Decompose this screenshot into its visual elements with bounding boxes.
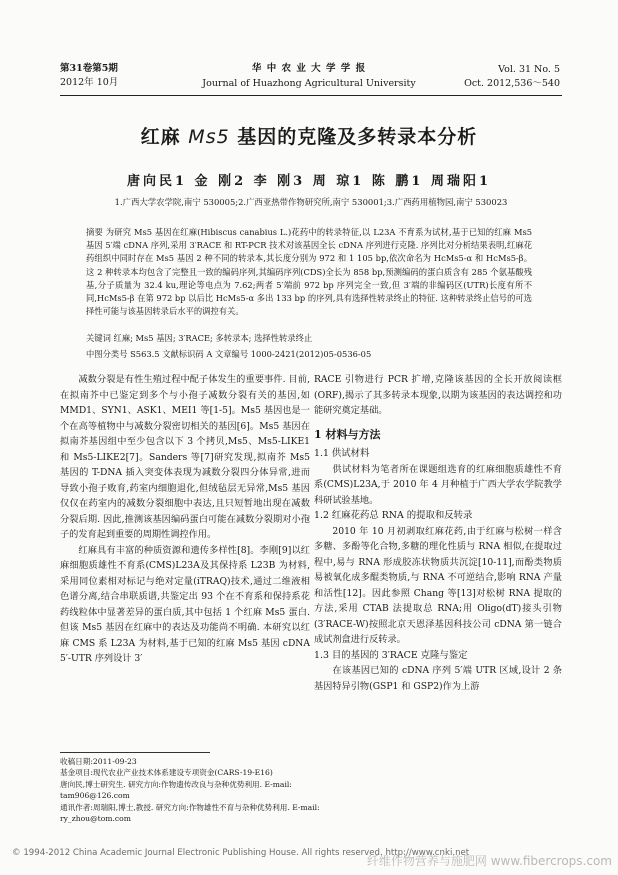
volume-issue-cn: 第31卷第5期 (60, 63, 118, 74)
affiliations: 1.广西大学农学院,南宁 530005;2.广西亚热带作物研究所,南宁 530001;3.广西药用植物园,南宁 530023 (114, 197, 508, 207)
author-list: 唐向民1 金 刚2 李 刚3 周 琼1 陈 鹏1 周瑞阳1 (126, 174, 491, 189)
intro-paragraph-1: 减数分裂是有性生殖过程中配子体发生的重要事件. 目前,在拟南芥中已鉴定到多个与小孢子减数分裂有关的基因,如 MMD1、SYN1、ASK1、MEI1 等[1-5]。Ms5 基因也是一个在高等植物中与减数分裂密切相关的基因[6]。Ms5 基因在拟南芥基因组中至少包含以下 3 个拷贝,Ms5、Ms5-LIKE1 和 Ms5-LIKE2[7]。Sanders 等[7]研究发现,拟南芥 Ms5 基因的 T-DNA 插入突变体表现为减数分裂四分体异常,进而导致小孢子败育,药室内细胞退化,但绒毡层无异常,Ms5 基因仅仅在药室内的减数分裂细胞中表达,且只短暂地出现在减数分裂后期. 因此,推测该基因编码蛋白可能在减数分裂期对小孢子的发育起到重要的周期性调控作用。 (60, 374, 310, 540)
footnote-fund: 基金项目:现代农业产业技术体系建设专项资金(CARS-19-E16) (60, 768, 273, 778)
footnote-corresponding: 通讯作者:周瑞阳,博士,教授. 研究方向:作物雄性不育与杂种优势利用. E-mail: ry_zhou@tom.com (60, 802, 320, 824)
keywords: 关键词 红麻; Ms5 基因; 3′RACE; 多转录本; 选择性转录终止 (86, 333, 313, 343)
title-prefix: 红麻 (140, 126, 189, 148)
copyright-line: © 1994-2012 China Academic Journal Electronic Publishing House. All rights reserved. http://www.cnki.net (12, 848, 470, 858)
footnote-rule (60, 752, 210, 753)
title-suffix: 基因的克隆及多转录本分析 (229, 126, 478, 148)
title-gene: Ms5 (188, 126, 230, 148)
header-rule (60, 95, 562, 96)
journal-name-en: Journal of Huazhong Agricultural University (202, 78, 416, 89)
intro-paragraph-2: 红麻具有丰富的种质资源和遗传多样性[8]。李刚[9]以红麻细胞质雄性不育系(CMS)L23A及其保持系 L23B 为材料,采用同位素相对标记与绝对定量(iTRAQ)技术,通过二维液相色谱分离,结合串联质谱,共鉴定出 93 个在不育系和保持系花药线粒体中显著差异的蛋白质,其中包括 1 个红麻 Ms5 蛋白. 但该 Ms5 基因在红麻中的表达及功能尚不明确. 本研究以红麻 CMS 系 L23A 为材料,基于已知的红麻 Ms5 基因 cDNA 5′-UTR 序列设计 3′ (60, 544, 310, 664)
right-column (314, 372, 562, 694)
footnote-received: 收稿日期:2011-09-23 (60, 757, 137, 766)
rna-extraction-paragraph: 2010 年 10 月初剥取红麻花药,由于红麻与松树一样含多糖、多酚等化合物,多糖的理化性质与 RNA 相似,在提取过程中,易与 RNA 形成胶冻状物质共沉淀[10-11],而酚类物质易被氧化成多醌类物质,与 RNA 不可逆结合,影响 RNA 产量和活性[12]。因此参照 Chang 等[13]对松树 RNA 提取的方法,采用 CTAB 法提取总 RNA;用 Oligo(dT)接头引物(3′RACE-W)按照北京天恩泽基因科技公司 cDNA 第一链合成试剂盒进行反转录。 (314, 525, 562, 645)
abstract: 摘要 为研究 Ms5 基因在红麻(Hibiscus canabius L.)花药中的转录特征,以 L23A 不育系为试材,基于已知的红麻 Ms5 基因 5′端 cDNA 序列,采用 3′RACE 和 RT-PCR 技术对该基因全长 cDNA 序列进行克隆. 序列比对分析结果表明,红麻花药组织中同时存在 Ms5 基因 2 种不同的转录本,其长度分别为 972 和 1 105 bp,依次命名为 HcMs5-α 和 HcMs5-β。这 2 种转录本均包含了完整且一致的编码序列,其编码序列(CDS)全长为 858 bp,预测编码的蛋白质含有 285 个氨基酸残基,分子质量为 32.4 ku,理论等电点为 7.62;两者 5′端前 972 bp 序列完全一致,但 3′端的非编码区(UTR)长度有所不同,HcMs5-β 在第 972 bp 以后比 HcMs5-α 多出 133 bp 的序列,具有选择性转录终止的特征. 这种转录终止信号的可选择性可能与该基因转录后水平的调控有关。 (86, 227, 532, 317)
paper-title (0, 122, 618, 149)
section-heading-1: 1 材料与方法 (314, 427, 381, 441)
race-cloning-paragraph: 在该基因已知的 cDNA 序列 5′端 UTR 区域,设计 2 条基因特异引物(GSP1 和 GSP2)作为上游 (314, 665, 562, 692)
left-column (60, 372, 310, 667)
footnotes (60, 756, 330, 824)
footnote-author: 唐向民,博士研究生. 研究方向:作物遗传改良与杂种优势利用. E-mail: tam906@126.com (60, 779, 292, 801)
date-en: Oct. 2012,536～540 (464, 78, 560, 89)
materials-paragraph: 供试材料为笔者所在课题组选育的红麻细胞质雄性不育系(CMS)L23A,于 2010 年 4 月种植于广西大学农学院教学科研试验基地。 (314, 463, 562, 506)
subsection-heading-1-2: 1.2 红麻花药总 RNA 的提取和反转录 (314, 510, 473, 521)
journal-name-cn: 华 中 农 业 大 学 学 报 (251, 63, 367, 74)
intro-paragraph-3: RACE 引物进行 PCR 扩增,克隆该基因的全长开放阅读框(ORF),揭示了其多转录本现象,以期为该基因的表达调控和功能研究奠定基础。 (314, 374, 562, 416)
volume-issue-en: Vol. 31 No. 5 (498, 64, 560, 75)
date-cn: 2012年 10月 (60, 77, 119, 88)
subsection-heading-1-3: 1.3 目的基因的 3′RACE 克隆与鉴定 (314, 649, 468, 661)
classification-line: 中图分类号 S563.5 文献标识码 A 文章编号 1000-2421(2012)05-0536-05 (86, 349, 372, 359)
subsection-heading-1-1: 1.1 供试材料 (314, 448, 370, 459)
watermark: 纤维作物营养与施肥网 www.fibercrops.com (366, 854, 612, 868)
